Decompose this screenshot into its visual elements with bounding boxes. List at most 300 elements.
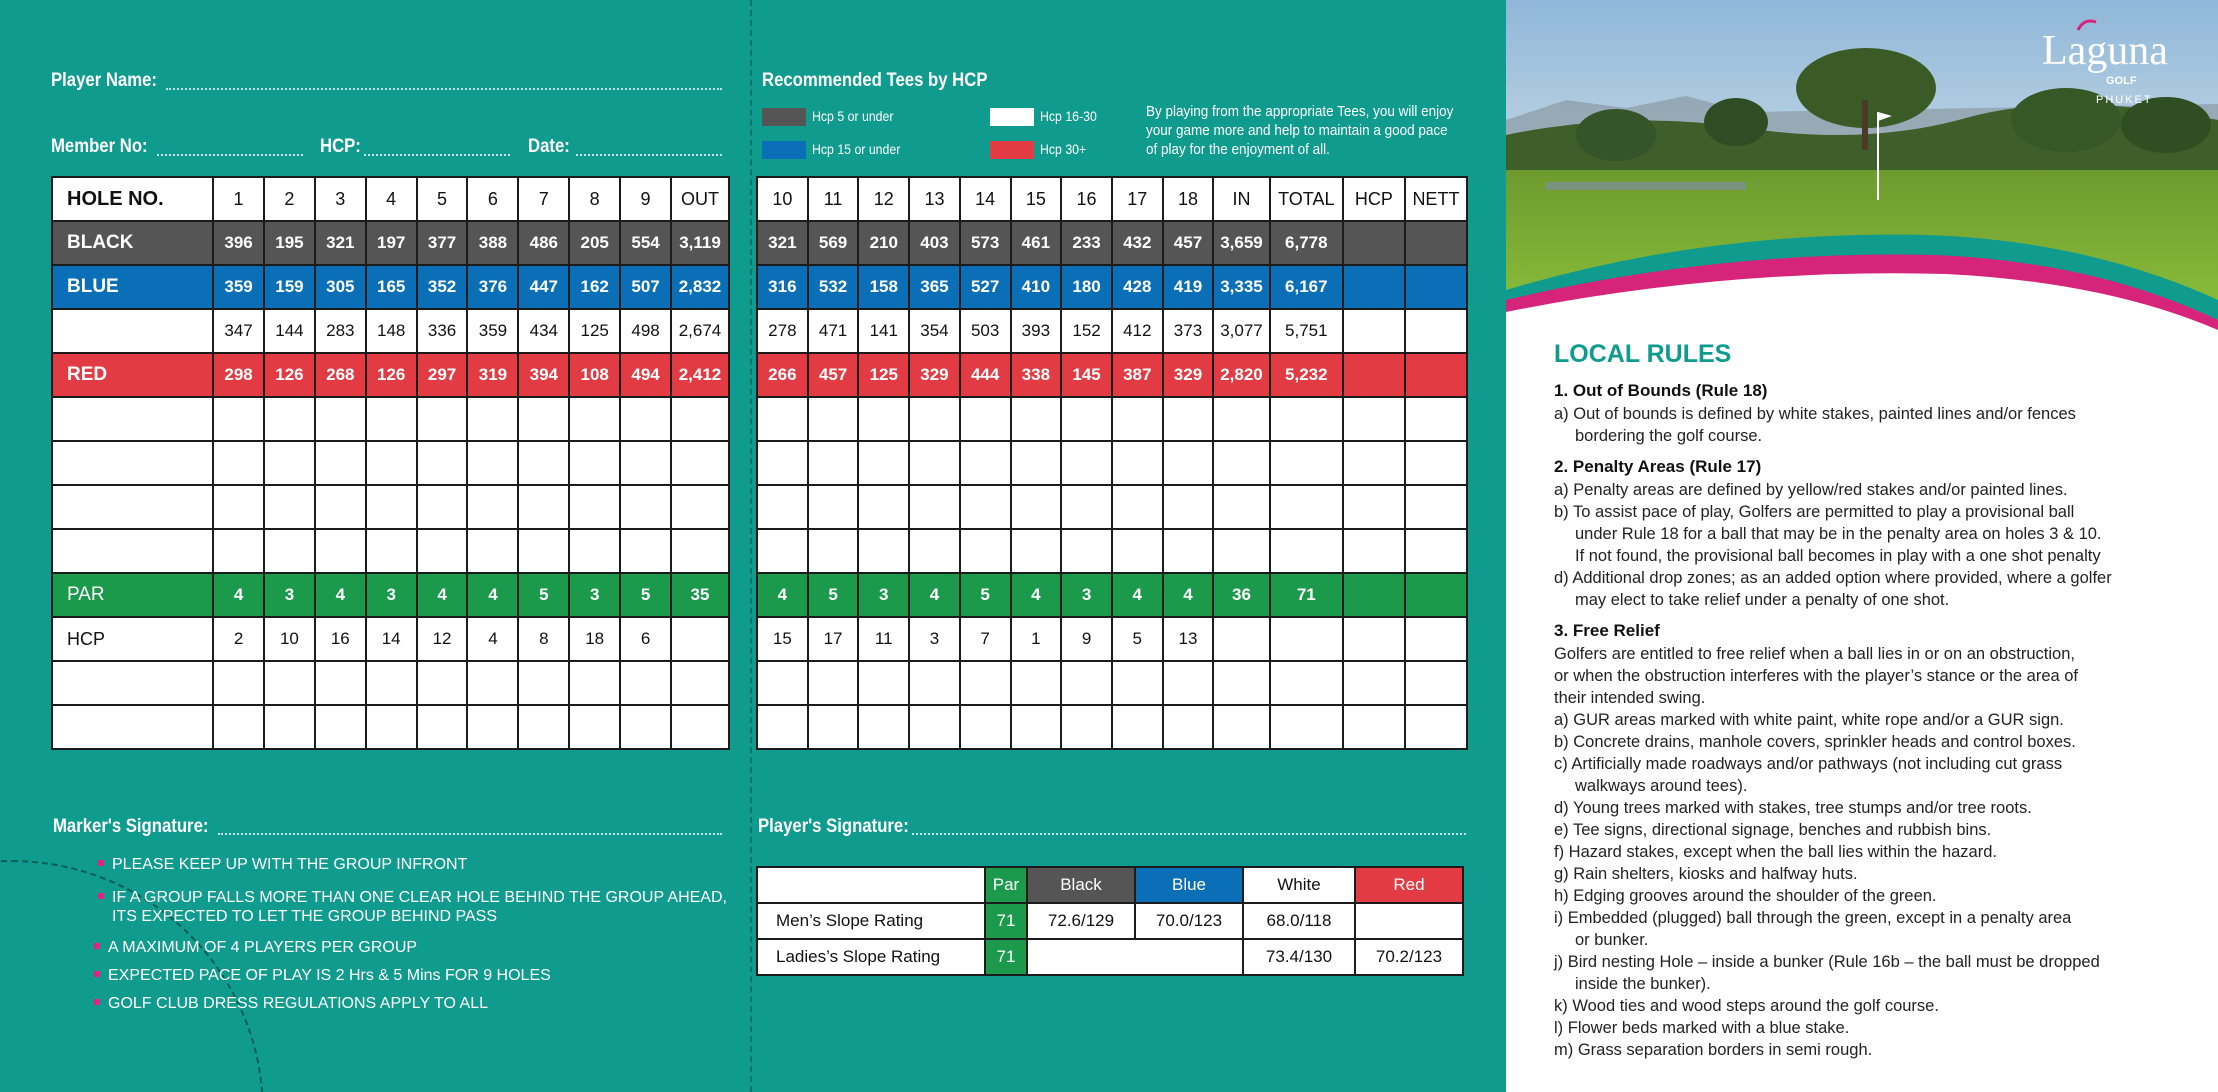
score-entry-cell[interactable]: [213, 397, 264, 441]
slope-men-blue: 70.0/123: [1135, 903, 1243, 939]
score-entry-cell[interactable]: [1405, 705, 1467, 749]
score-entry-cell[interactable]: [417, 441, 468, 485]
score-entry-cell[interactable]: [620, 441, 671, 485]
header-cell: 15: [1011, 177, 1062, 221]
score-entry-cell[interactable]: [620, 661, 671, 705]
tee-swatch-white: [990, 108, 1034, 126]
score-entry-cell[interactable]: [620, 705, 671, 749]
logo-sub1: GOLF: [2106, 75, 2137, 87]
score-entry-cell[interactable]: [1270, 705, 1343, 749]
score-entry-cell[interactable]: [960, 705, 1011, 749]
par-row: [757, 573, 1467, 617]
black-cell: [1343, 221, 1405, 265]
score-entry-cell[interactable]: [1163, 397, 1214, 441]
score-entry-cell[interactable]: [808, 485, 859, 529]
score-entry-cell[interactable]: [315, 485, 366, 529]
par-cell: 5: [620, 573, 671, 617]
header-cell: 8: [569, 177, 620, 221]
rules-title: LOCAL RULES: [1554, 340, 1732, 368]
score-entry-cell[interactable]: [671, 397, 729, 441]
score-entry-cell[interactable]: [1011, 485, 1062, 529]
score-entry-cell[interactable]: [1061, 397, 1112, 441]
score-entry-cell[interactable]: [1163, 529, 1214, 573]
score-entry-cell[interactable]: [1061, 485, 1112, 529]
slope-men-red: [1355, 903, 1463, 939]
rule-line: walkways around tees).: [1575, 777, 1748, 795]
score-entry-cell[interactable]: [671, 661, 729, 705]
rule-line: b) To assist pace of play, Golfers are permitted to play a provisional ball: [1554, 503, 2075, 521]
black-cell: 396: [213, 221, 264, 265]
rule-line: bordering the golf course.: [1575, 427, 1763, 445]
score-entry-cell[interactable]: [1163, 485, 1214, 529]
score-entry-cell[interactable]: [1213, 529, 1269, 573]
score-entry-cell[interactable]: [52, 705, 213, 749]
etiquette-item: PLEASE KEEP UP WITH THE GROUP INFRONT: [112, 855, 467, 874]
score-entry-cell[interactable]: [909, 397, 960, 441]
white-cell: 347: [213, 309, 264, 353]
header-cell: 10: [757, 177, 808, 221]
score-entry-cell[interactable]: [960, 397, 1011, 441]
score-entry-cell[interactable]: [620, 397, 671, 441]
header-cell: 4: [366, 177, 417, 221]
white-cell: 144: [264, 309, 315, 353]
black-cell: 6,778: [1270, 221, 1343, 265]
par-cell: 3: [569, 573, 620, 617]
score-entry-cell[interactable]: [366, 529, 417, 573]
score-entry-cell[interactable]: [1405, 485, 1467, 529]
par-cell: 71: [1270, 573, 1343, 617]
hcp-cell: HCP: [52, 617, 213, 661]
black-cell: [1405, 221, 1467, 265]
hcp-cell: 13: [1163, 617, 1214, 661]
score-entry-cell[interactable]: [315, 705, 366, 749]
blue-cell: 3,335: [1213, 265, 1269, 309]
score-entry-cell[interactable]: [213, 705, 264, 749]
hcp-cell: 8: [518, 617, 569, 661]
score-entry-cell[interactable]: [366, 441, 417, 485]
score-entry-cell[interactable]: [366, 397, 417, 441]
fold-line: [750, 0, 752, 1092]
black-cell: 403: [909, 221, 960, 265]
rule-1-title: 1. Out of Bounds (Rule 18): [1554, 381, 1768, 400]
score-entry-cell[interactable]: [960, 661, 1011, 705]
slope-header-par: Par: [985, 867, 1027, 903]
blue-cell: 158: [858, 265, 909, 309]
score-entry-cell[interactable]: [467, 705, 518, 749]
black-cell: 457: [1163, 221, 1214, 265]
black-cell: 569: [808, 221, 859, 265]
score-entry-cell[interactable]: [52, 485, 213, 529]
score-entry-cell[interactable]: [569, 661, 620, 705]
score-entry-cell[interactable]: [757, 485, 808, 529]
score-entry-cell[interactable]: [1405, 529, 1467, 573]
score-entry-cell[interactable]: [1163, 661, 1214, 705]
blue-cell: 359: [213, 265, 264, 309]
black-row: [52, 221, 729, 265]
score-entry-cell[interactable]: [1112, 441, 1163, 485]
header-cell: OUT: [671, 177, 729, 221]
hcp-cell: [1343, 617, 1405, 661]
score-entry-cell[interactable]: [757, 397, 808, 441]
white-cell: 434: [518, 309, 569, 353]
rule-line: a) Out of bounds is defined by white stakes, painted lines and/or fences: [1554, 405, 2076, 423]
score-entry-cell[interactable]: [1270, 397, 1343, 441]
score-entry-cell[interactable]: [569, 529, 620, 573]
marker-signature-field[interactable]: [218, 833, 722, 835]
score-entry-cell[interactable]: [467, 485, 518, 529]
score-entry-cell[interactable]: [569, 397, 620, 441]
white-cell: 393: [1011, 309, 1062, 353]
score-entry-cell[interactable]: [467, 397, 518, 441]
score-entry-cell[interactable]: [467, 661, 518, 705]
par-cell: [1405, 573, 1467, 617]
member-no-label: Member No:: [51, 136, 148, 157]
blue-cell: 447: [518, 265, 569, 309]
slope-ladies-red: 70.2/123: [1355, 939, 1463, 975]
hcp-field[interactable]: [364, 154, 510, 156]
header-cell: 17: [1112, 177, 1163, 221]
score-entry-cell[interactable]: [1011, 529, 1062, 573]
red-cell: 444: [960, 353, 1011, 397]
header-cell: HCP: [1343, 177, 1405, 221]
slope-men-row: [757, 903, 1463, 939]
header-cell: HOLE NO.: [52, 177, 213, 221]
score-entry-cell[interactable]: [1343, 485, 1405, 529]
rule-line: d) Young trees marked with stakes, tree stumps and/or tree roots.: [1554, 799, 2032, 817]
score-entry-cell[interactable]: [1405, 661, 1467, 705]
score-entry-cell[interactable]: [1112, 397, 1163, 441]
score-entry-cell[interactable]: [569, 441, 620, 485]
score-entry-cell[interactable]: [757, 441, 808, 485]
score-entry-cell[interactable]: [1405, 441, 1467, 485]
blue-cell: BLUE: [52, 265, 213, 309]
score-entry-cell[interactable]: [417, 661, 468, 705]
score-entry-cell[interactable]: [264, 441, 315, 485]
tee-swatch-red: [990, 141, 1034, 159]
rule-line: f) Hazard stakes, except when the ball lies within the hazard.: [1554, 843, 1997, 861]
black-cell: 205: [569, 221, 620, 265]
tee-label-blue: Hcp 15 or under: [812, 141, 901, 157]
score-entry-cell[interactable]: [808, 705, 859, 749]
hcp-cell: 2: [213, 617, 264, 661]
etiquette-item: GOLF CLUB DRESS REGULATIONS APPLY TO ALL: [108, 994, 488, 1013]
tee-label-red: Hcp 30+: [1040, 141, 1087, 157]
red-cell: 268: [315, 353, 366, 397]
score-entry-cell[interactable]: [1213, 485, 1269, 529]
hcp-cell: 5: [1112, 617, 1163, 661]
score-entry-cell[interactable]: [1343, 705, 1405, 749]
score-entry-cell[interactable]: [366, 485, 417, 529]
red-cell: 338: [1011, 353, 1062, 397]
rule-line: inside the bunker).: [1575, 975, 1711, 993]
score-entry-cell[interactable]: [1011, 705, 1062, 749]
par-cell: 3: [264, 573, 315, 617]
rule-line: k) Wood ties and wood steps around the golf course.: [1554, 997, 1939, 1015]
score-entry-cell[interactable]: [264, 705, 315, 749]
par-cell: 3: [366, 573, 417, 617]
score-entry-cell[interactable]: [858, 397, 909, 441]
score-entry-cell[interactable]: [518, 441, 569, 485]
score-entry-cell[interactable]: [1061, 529, 1112, 573]
rule-line: a) GUR areas marked with white paint, white rope and/or a GUR sign.: [1554, 711, 2064, 729]
score-entry-row: [52, 661, 729, 705]
score-entry-cell[interactable]: [52, 529, 213, 573]
score-entry-cell[interactable]: [569, 485, 620, 529]
rule-line: a) Penalty areas are defined by yellow/red stakes and/or painted lines.: [1554, 481, 2068, 499]
player-name-field[interactable]: [166, 88, 722, 90]
header-cell: 7: [518, 177, 569, 221]
rule-line: Golfers are entitled to free relief when a ball lies in or on an obstruction,: [1554, 645, 2075, 663]
blue-cell: 410: [1011, 265, 1062, 309]
white-cell: [52, 309, 213, 353]
score-entry-cell[interactable]: [1343, 397, 1405, 441]
score-entry-cell[interactable]: [52, 441, 213, 485]
header-cell: 14: [960, 177, 1011, 221]
rule-line: g) Rain shelters, kiosks and halfway huts.: [1554, 865, 1858, 883]
blue-cell: 6,167: [1270, 265, 1343, 309]
score-entry-cell[interactable]: [858, 441, 909, 485]
score-entry-cell[interactable]: [315, 397, 366, 441]
par-cell: PAR: [52, 573, 213, 617]
score-entry-cell[interactable]: [1343, 661, 1405, 705]
header-cell: 3: [315, 177, 366, 221]
white-cell: 336: [417, 309, 468, 353]
rule-line: i) Embedded (plugged) ball through the green, except in a penalty area: [1554, 909, 2072, 927]
black-cell: 3,119: [671, 221, 729, 265]
header-cell: 12: [858, 177, 909, 221]
score-entry-cell[interactable]: [264, 397, 315, 441]
player-name-label: Player Name:: [51, 70, 157, 91]
slope-ladies-label: Ladies’s Slope Rating: [757, 939, 985, 975]
score-entry-cell[interactable]: [213, 485, 264, 529]
score-entry-cell[interactable]: [960, 441, 1011, 485]
score-entry-cell[interactable]: [518, 661, 569, 705]
score-entry-cell[interactable]: [264, 661, 315, 705]
score-entry-cell[interactable]: [858, 661, 909, 705]
par-cell: 4: [315, 573, 366, 617]
score-entry-cell[interactable]: [52, 397, 213, 441]
score-entry-cell[interactable]: [858, 529, 909, 573]
score-entry-cell[interactable]: [1112, 485, 1163, 529]
score-entry-row: [52, 529, 729, 573]
score-entry-cell[interactable]: [960, 485, 1011, 529]
score-entry-cell[interactable]: [671, 441, 729, 485]
score-entry-cell[interactable]: [417, 705, 468, 749]
score-entry-cell[interactable]: [1011, 661, 1062, 705]
white-cell: [1343, 309, 1405, 353]
score-entry-row: [757, 485, 1467, 529]
red-row: [757, 353, 1467, 397]
white-cell: 283: [315, 309, 366, 353]
white-row: [757, 309, 1467, 353]
score-entry-cell[interactable]: [1270, 529, 1343, 573]
hcp-cell: [1270, 617, 1343, 661]
white-cell: 471: [808, 309, 859, 353]
score-entry-cell[interactable]: [960, 529, 1011, 573]
score-entry-cell[interactable]: [264, 485, 315, 529]
score-entry-cell[interactable]: [417, 485, 468, 529]
score-entry-cell[interactable]: [620, 529, 671, 573]
hcp-row: [757, 617, 1467, 661]
score-entry-cell[interactable]: [909, 485, 960, 529]
red-cell: 319: [467, 353, 518, 397]
score-entry-cell[interactable]: [671, 705, 729, 749]
hcp-cell: 16: [315, 617, 366, 661]
black-cell: BLACK: [52, 221, 213, 265]
white-cell: 503: [960, 309, 1011, 353]
score-entry-row: [757, 441, 1467, 485]
red-cell: 457: [808, 353, 859, 397]
member-no-field[interactable]: [157, 154, 303, 156]
score-entry-cell[interactable]: [757, 661, 808, 705]
score-entry-cell[interactable]: [1163, 441, 1214, 485]
slope-header-black: Black: [1027, 867, 1135, 903]
score-entry-cell[interactable]: [417, 529, 468, 573]
score-entry-cell[interactable]: [1061, 705, 1112, 749]
marker-signature-label: Marker's Signature:: [53, 816, 209, 837]
header-cell: 2: [264, 177, 315, 221]
score-entry-cell[interactable]: [1213, 397, 1269, 441]
blue-cell: 305: [315, 265, 366, 309]
score-entry-cell[interactable]: [315, 529, 366, 573]
score-entry-cell[interactable]: [518, 529, 569, 573]
score-entry-cell[interactable]: [366, 705, 417, 749]
par-cell: 4: [467, 573, 518, 617]
score-entry-cell[interactable]: [1163, 705, 1214, 749]
white-cell: 498: [620, 309, 671, 353]
score-entry-cell[interactable]: [808, 529, 859, 573]
score-entry-cell[interactable]: [52, 661, 213, 705]
score-entry-cell[interactable]: [315, 441, 366, 485]
score-entry-cell[interactable]: [518, 397, 569, 441]
score-entry-cell[interactable]: [909, 705, 960, 749]
blue-cell: 165: [366, 265, 417, 309]
score-entry-cell[interactable]: [213, 529, 264, 573]
score-entry-cell[interactable]: [671, 529, 729, 573]
score-entry-cell[interactable]: [1270, 485, 1343, 529]
score-entry-cell[interactable]: [808, 661, 859, 705]
header-cell: 13: [909, 177, 960, 221]
score-entry-cell[interactable]: [1011, 441, 1062, 485]
blue-cell: 376: [467, 265, 518, 309]
score-entry-cell[interactable]: [1343, 529, 1405, 573]
slope-ladies-white: 73.4/130: [1243, 939, 1355, 975]
rule-line: b) Concrete drains, manhole covers, sprinkler heads and control boxes.: [1554, 733, 2076, 751]
black-cell: 573: [960, 221, 1011, 265]
score-entry-cell[interactable]: [909, 529, 960, 573]
score-entry-cell[interactable]: [1213, 441, 1269, 485]
header-row: [757, 177, 1467, 221]
score-entry-cell[interactable]: [315, 661, 366, 705]
hcp-cell: 4: [467, 617, 518, 661]
score-entry-cell[interactable]: [264, 529, 315, 573]
score-entry-cell[interactable]: [858, 485, 909, 529]
white-cell: 152: [1061, 309, 1112, 353]
score-entry-row: [52, 397, 729, 441]
score-entry-cell[interactable]: [467, 529, 518, 573]
score-entry-cell[interactable]: [858, 705, 909, 749]
score-entry-cell[interactable]: [1213, 705, 1269, 749]
score-entry-cell[interactable]: [1343, 441, 1405, 485]
header-cell: NETT: [1405, 177, 1467, 221]
score-entry-cell[interactable]: [1213, 661, 1269, 705]
score-entry-cell[interactable]: [671, 485, 729, 529]
score-entry-cell[interactable]: [1112, 661, 1163, 705]
slope-header-blank: [757, 867, 985, 903]
score-entry-cell[interactable]: [620, 485, 671, 529]
red-cell: 387: [1112, 353, 1163, 397]
score-entry-cell[interactable]: [757, 529, 808, 573]
score-entry-cell[interactable]: [808, 441, 859, 485]
score-entry-cell[interactable]: [213, 441, 264, 485]
score-entry-cell[interactable]: [1270, 661, 1343, 705]
date-field[interactable]: [576, 154, 722, 156]
hcp-row: [52, 617, 729, 661]
black-cell: 554: [620, 221, 671, 265]
etiquette-item-cont: ITS EXPECTED TO LET THE GROUP BEHIND PASS: [112, 908, 497, 925]
rule-line: d) Additional drop zones; as an added option where provided, where a golfer: [1554, 569, 2112, 587]
red-cell: 126: [264, 353, 315, 397]
hcp-cell: 14: [366, 617, 417, 661]
score-entry-cell[interactable]: [213, 661, 264, 705]
front-nine-table: [51, 176, 730, 750]
player-signature-label: Player's Signature:: [758, 816, 909, 837]
rule-line: m) Grass separation borders in semi rough.: [1554, 1041, 1873, 1059]
score-entry-cell[interactable]: [909, 661, 960, 705]
score-entry-cell[interactable]: [1270, 441, 1343, 485]
slope-ladies-par: 71: [985, 939, 1027, 975]
red-cell: 394: [518, 353, 569, 397]
blue-cell: 527: [960, 265, 1011, 309]
header-cell: 16: [1061, 177, 1112, 221]
hcp-cell: 17: [808, 617, 859, 661]
score-entry-cell[interactable]: [909, 441, 960, 485]
score-entry-cell[interactable]: [569, 705, 620, 749]
score-entry-cell[interactable]: [1061, 661, 1112, 705]
score-entry-cell[interactable]: [518, 705, 569, 749]
score-entry-cell[interactable]: [417, 397, 468, 441]
player-signature-field[interactable]: [912, 833, 1466, 835]
blue-cell: 159: [264, 265, 315, 309]
rule-line: l) Flower beds marked with a blue stake.: [1554, 1019, 1850, 1037]
tee-label-white: Hcp 16-30: [1040, 108, 1097, 124]
white-cell: 5,751: [1270, 309, 1343, 353]
par-cell: 4: [757, 573, 808, 617]
white-cell: 278: [757, 309, 808, 353]
score-entry-cell[interactable]: [1061, 441, 1112, 485]
score-entry-cell[interactable]: [808, 397, 859, 441]
score-entry-cell[interactable]: [1405, 397, 1467, 441]
par-cell: 4: [1163, 573, 1214, 617]
score-entry-cell[interactable]: [757, 705, 808, 749]
rule-line: e) Tee signs, directional signage, benches and rubbish bins.: [1554, 821, 1992, 839]
red-cell: 494: [620, 353, 671, 397]
score-entry-cell[interactable]: [366, 661, 417, 705]
red-cell: 329: [1163, 353, 1214, 397]
par-cell: 4: [1011, 573, 1062, 617]
score-entry-cell[interactable]: [1011, 397, 1062, 441]
score-entry-cell[interactable]: [467, 441, 518, 485]
score-entry-cell[interactable]: [518, 485, 569, 529]
score-entry-cell[interactable]: [1112, 529, 1163, 573]
hcp-cell: [1213, 617, 1269, 661]
red-cell: 126: [366, 353, 417, 397]
score-entry-cell[interactable]: [1112, 705, 1163, 749]
blue-cell: [1343, 265, 1405, 309]
rule-line: c) Artificially made roadways and/or pathways (not including cut grass: [1554, 755, 2063, 773]
rules-panel: [1506, 0, 2218, 1092]
rule-line: under Rule 18 for a ball that may be in the penalty area on holes 3 & 10.: [1575, 525, 2102, 543]
